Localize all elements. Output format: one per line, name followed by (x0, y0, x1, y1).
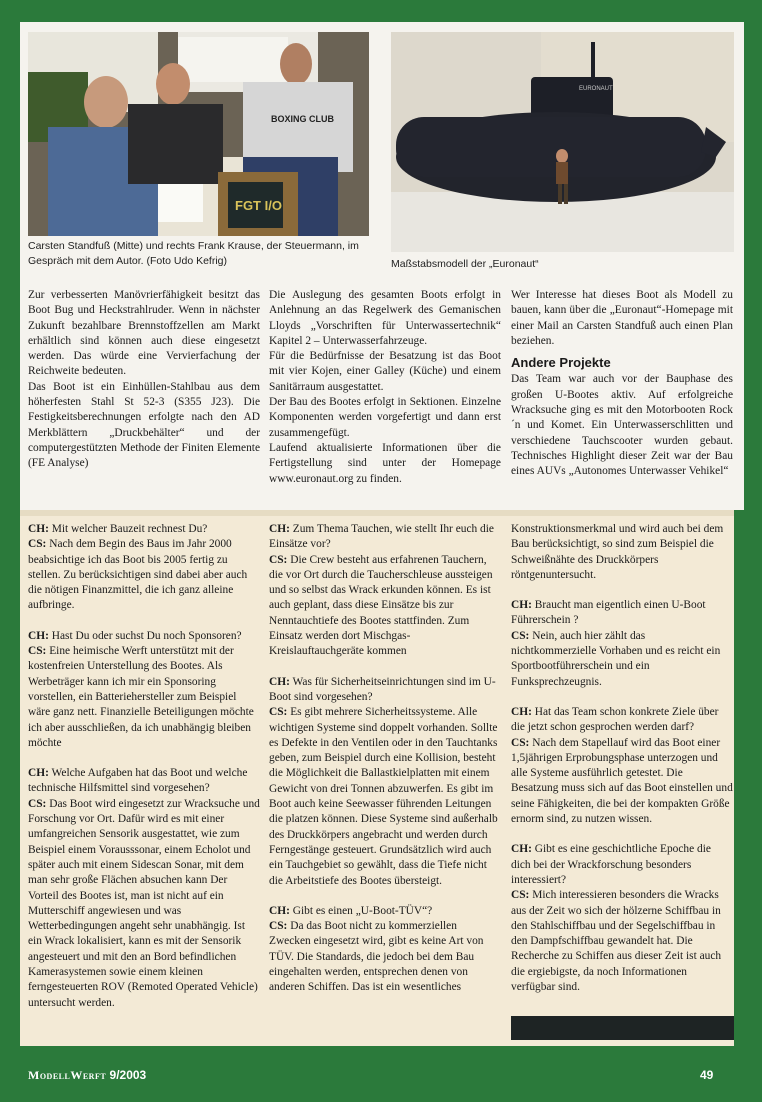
section-heading: Andere Projekte (511, 355, 611, 371)
article-column-2 (269, 288, 501, 487)
caption-photo1: Carsten Standfuß (Mitte) und rechts Frank Krause, der Steuermann, im Gespräch mit dem Autor. (Foto Udo Kefrig) (28, 240, 359, 267)
interview-box-stripe (20, 510, 734, 516)
box-text: FGT I/O (235, 198, 282, 213)
paragraph: Das Boot ist ein Einhüllen-Stahlbau aus dem höherfesten Stahl St 52-3 (S355 J23). Die Festigkeitsberechnungen erfolgte nach den AD Merkblättern „Druckbehälter“ und der computergestützten Methode der Finiten Elemente (FE Analyse) (28, 380, 260, 470)
submarine-photo (391, 32, 734, 252)
issue-number: 9/2003 (109, 1068, 147, 1082)
qa-item: CH: Gibt es eine geschichtliche Epoche die dich bei der Wrackforschung besonders interessiert? CS: Mich interessieren besonders die Wracks aus der Zeit wo sich der hölzerne Schiffbau in den Stahlschiffbau und der Segelschiffbau in den Dampfschiffbau gewandelt hat. Die Recherche zu Schiffen aus dieser Zeit ist auch die ergiebigste, da noch Informationen verfügbar sind. (511, 843, 722, 994)
qa-item: CH: Zum Thema Tauchen, wie stellt Ihr euch die Einsätze vor? CS: Die Crew besteht aus erfahrenen Tauchern, die vor Ort durch die Taucherschleuse aussteigen und so selbst das Wrack erkunden können. Es ist auch geplant, dass diese Einsätze bis zur Nenntauchtiefe des Bootes stattfinden. Zum Einsatz werden dort Mischgas-Kreislauftauchgeräte kommen (269, 523, 494, 658)
page-number: 49 (700, 1068, 714, 1082)
paragraph: Für die Bedürfnisse der Besatzung ist das Boot mit vier Kojen, einer Galley (Küche) und einem Sanitärraum ausgestattet. (269, 350, 501, 393)
qa-item: CH: Hat das Team schon konkrete Ziele über die jetzt schon gesprochen werden darf? CS: Nach dem Stapellauf wird das Boot einer 1,5jährigen Erprobungsphase unterzogen und alle Systeme ausführlich getestet. Die Besatzung muss sich auf das Boot einstellen und seine Fähigkeiten, die bei der kompakten Größe ernorm sind, zu nutzen wissen. (511, 705, 733, 826)
qa-item: CH: Was für Sicherheitseinrichtungen sind im U-Boot sind vorgesehen? CS: Es gibt mehrere Sicherheitssysteme. Alle wichtigen Systeme sind doppelt vorhanden. Sollte es Defekte in den Ventilen oder in den Tauchtanks geben, zum Beispiel durch eine Kollision, besteht die Möglichkeit die Ballastkielplatten mit einem Gewicht von drei Tonnen abzuwerfen. Es gibt im Boot auch keine Seewasser führenden Leitungen die platzen können. Diese Systeme sind außerhalb des Druckkörpers angebracht und werden durch Ferngestänge gesteuert. Grundsätzlich wird auch ein Tauchgebiet so gewählt, dass die Tiefe nicht die Arbeitstiefe des Bootes übersteigt. (269, 675, 498, 887)
article-column-1 (28, 288, 260, 472)
interview-column-1 (28, 522, 260, 1026)
hull-text: EURONAUT (579, 86, 613, 92)
paragraph: Der Bau des Bootes erfolgt in Sektionen. Einzelne Komponenten werden vorgefertigt und dann erst zusammengefügt. (269, 396, 501, 439)
paragraph: Die Auslegung des gesamten Boots erfolgt in Anlehnung an das Regelwerk des Gemanischen Lloyds „Vorschriften für Unterwassertechnik“ Kapitel 2 – Unterwasserfahrzeuge. (269, 289, 501, 347)
qa-item: CH: Braucht man eigentlich einen U-Boot Führerschein ? CS: Nein, auch hier zählt das nichtkommerzielle Vorhaben und es reicht ein Sportbootführerschein und ein Funksprechzeugnis. (511, 599, 721, 688)
paragraph: Zur verbesserten Manövrierfähigkeit besitzt das Boot Bug und Heckstrahlruder. Wenn in nächster Zukunft bezahlbare Brennstoffzellen am Markt erhältlich sind können auch diese eingesetzt werden. Das würde eine Vervierfachung der Reichweite bedeuten. (28, 289, 260, 378)
qa-item: CH: Welche Aufgaben hat das Boot und welche technische Hilfsmittel sind vorgesehen? CS: Das Boot wird eingesetzt zur Wracksuche und Forschung vor Ort. Dafür wird es mit einer umfangreichen Sensorik ausgestattet, wie zum Beispiel einem Vorausssonar, einem Echolot und später auch mit einem Sidescan Sonar, mit dem man sehr große Flächen absuchen kann Der Vorteil des Bootes ist, man ist nicht auf ein Mutterschiff angewiesen und was Wetterbedingungen angeht sehr unabhängig. Ist ein Wrack lokalisiert, kann es mit der Sensorik angesteuert und mit den an Bord befindlichen Kamerasystemen sowie einem kleinen ferngesteuerten ROV (Remoted Operated Vehicle) untersucht werden. (28, 767, 260, 1009)
paragraph: Konstruktionsmerkmal und wird auch bei dem Bau berücksichtigt, so sind zum Beispiel die Schweißnähte des Druckkörpers röntgenuntersucht. (511, 523, 724, 581)
article-column-3 (511, 288, 733, 480)
footer-magazine (28, 1068, 146, 1083)
paragraph: Laufend aktualisierte Informationen über die Fertigstellung sind unter der Homepage www.euronaut.org zu finden. (269, 441, 501, 485)
qa-item: CH: Mit welcher Bauzeit rechnest Du? CS: Nach dem Begin des Baus im Jahr 2000 beabsichtige ich das Boot bis 2005 fertig zu stellen. Zu berücksichtigen sind dabei aber auch die nötigen Finanzmittel, die ich ganz alleine aufbringe. (28, 523, 248, 612)
interview-column-2 (269, 522, 501, 1011)
qa-item: CH: Hast Du oder suchst Du noch Sponsoren? CS: Eine heimische Werft unterstützt mit der kostenfreien Unterstellung des Bootes. Als Werbeträger kann ich mir ein Sponsoring vorstellen, ein Batteriehersteller zum Beispiel wäre ganz nett. Finanzielle Beteiligungen möchte ich aber ausschließen, da ich unabhängig bleiben möchte (28, 629, 254, 749)
interview-column-3 (511, 522, 733, 1010)
qa-item: CH: Gibt es einen „U-Boot-TÜV“? CS: Da das Boot nicht zu kommerziellen Zwecken eingesetzt wird, gibt es keine Art von TÜV. Die Standards, die jedoch bei dem Bau eingehalten werden, entsprechen denen von anderen Schiffen. Das ist ein wesentliches (269, 904, 484, 994)
decorative-bar (511, 1016, 734, 1040)
paragraph: Das Team war auch vor der Bauphase des großen U-Bootes aktiv. Auf erfolgreiche Wracksuche ging es mit den Motorbooten Rock´n und Komet. Ein Unterwasserschlitten und verschiedene Tauchscooter wurden gebaut. Technisches Highlight dieser Zeit war der Bau eines AUVs „Autonomes Unterwasser Vehikel“ (511, 373, 733, 478)
magazine-name: ModellWerft (28, 1068, 107, 1082)
meeting-photo (28, 32, 369, 236)
paragraph: Wer Interesse hat dieses Boot als Modell zu bauen, kann über die „Euronaut“-Homepage mit einer Mail an Carsten Standfuß auch einen Plan beziehen. (511, 289, 733, 347)
caption-photo2: Maßstabsmodell der „Euronaut“ (391, 258, 539, 270)
sweater-text: BOXING CLUB (271, 114, 334, 124)
